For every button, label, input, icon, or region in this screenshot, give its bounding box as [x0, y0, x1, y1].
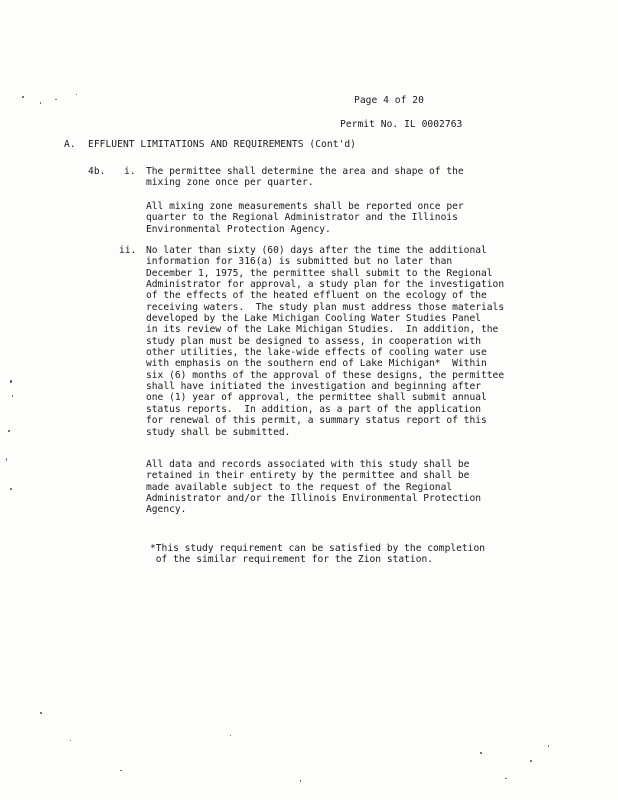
subitem-ii-label: ii. [119, 245, 137, 256]
section-letter: A. [64, 139, 76, 150]
text-line: of the effects of the heated effluent on the ecology of the [146, 290, 487, 302]
scan-speck [530, 760, 532, 762]
scan-speck [10, 380, 12, 383]
text-line: Administrator and/or the Illinois Environmental Protection [146, 493, 482, 505]
text-line: Environmental Protection Agency. [146, 223, 331, 235]
text-line: six (6) months of the approval of these designs, the permittee [146, 369, 505, 381]
scan-speck [505, 778, 507, 779]
scan-speck [55, 99, 57, 100]
scan-speck [40, 102, 41, 104]
item-number: 4b. [88, 166, 106, 177]
text-line: Agency. [146, 504, 187, 516]
text-line: in its review of the Lake Michigan Studies. In addition, the [146, 324, 499, 336]
text-line: study plan must be designed to assess, in cooperation with [146, 335, 482, 347]
scan-speck [230, 735, 231, 736]
scan-speck [120, 770, 122, 771]
permit-number-label: Permit No. IL 0002763 [340, 119, 463, 130]
scan-speck [300, 780, 301, 782]
scan-speck [8, 430, 10, 432]
text-line: retained in their entirety by the permittee and shall be [146, 470, 470, 482]
text-line: Administrator for approval, a study plan for the investigation [146, 279, 505, 291]
subitem-i-reporting-paragraph [146, 201, 464, 235]
scan-speck [548, 745, 549, 747]
text-line: December 1, 1975, the permittee shall submit to the Regional [146, 267, 493, 279]
subitem-ii-records-paragraph [146, 459, 481, 516]
subitem-i-label: i. [124, 166, 136, 177]
text-line: All mixing zone measurements shall be reported once per [146, 201, 464, 212]
text-line: quarter to the Regional Administrator and the Illinois [146, 212, 458, 224]
scan-speck [70, 740, 71, 741]
text-line: The permittee shall determine the area and shape of the [146, 166, 464, 177]
scan-speck [12, 395, 13, 397]
text-line: status reports. In addition, as a part of the application [146, 403, 482, 415]
text-line: shall have initiated the investigation and beginning after [146, 381, 482, 393]
text-line: *This study requirement can be satisfied by the completion [150, 543, 486, 554]
text-line: for renewal of this permit, a summary status report of this [146, 415, 487, 427]
page-number-label: Page 4 of 20 [354, 95, 424, 106]
text-line: with emphasis on the southern end of Lake Michigan* Within [146, 358, 487, 370]
scan-speck [6, 458, 7, 461]
scan-speck [76, 94, 77, 95]
section-title: EFFLUENT LIMITATIONS AND REQUIREMENTS (Cont'd) [88, 139, 356, 150]
scan-speck [10, 488, 12, 490]
text-line: made available subject to the request of the Regional [146, 481, 453, 493]
text-line: of the similar requirement for the Zion station. [150, 554, 434, 566]
subitem-ii-paragraph [146, 245, 504, 438]
footnote [150, 543, 485, 566]
text-line: one (1) year of approval, the permittee shall submit annual [146, 392, 487, 404]
scan-speck [480, 752, 482, 754]
text-line: mixing zone once per quarter. [146, 177, 314, 189]
text-line: other utilities, the lake-wide effects of cooling water use [146, 347, 487, 359]
scan-speck [22, 96, 24, 98]
text-line: receiving waters. The study plan must address those materials [146, 301, 505, 313]
text-line: developed by the Lake Michigan Cooling Water Studies Panel [146, 313, 482, 325]
scan-speck [40, 712, 42, 714]
text-line: information for 316(a) is submitted but no later than [146, 256, 453, 268]
text-line: study shall be submitted. [146, 426, 291, 438]
text-line: All data and records associated with this study shall be [146, 459, 470, 470]
text-line: No later than sixty (60) days after the time the additional [146, 245, 487, 256]
subitem-i-paragraph [146, 166, 464, 189]
